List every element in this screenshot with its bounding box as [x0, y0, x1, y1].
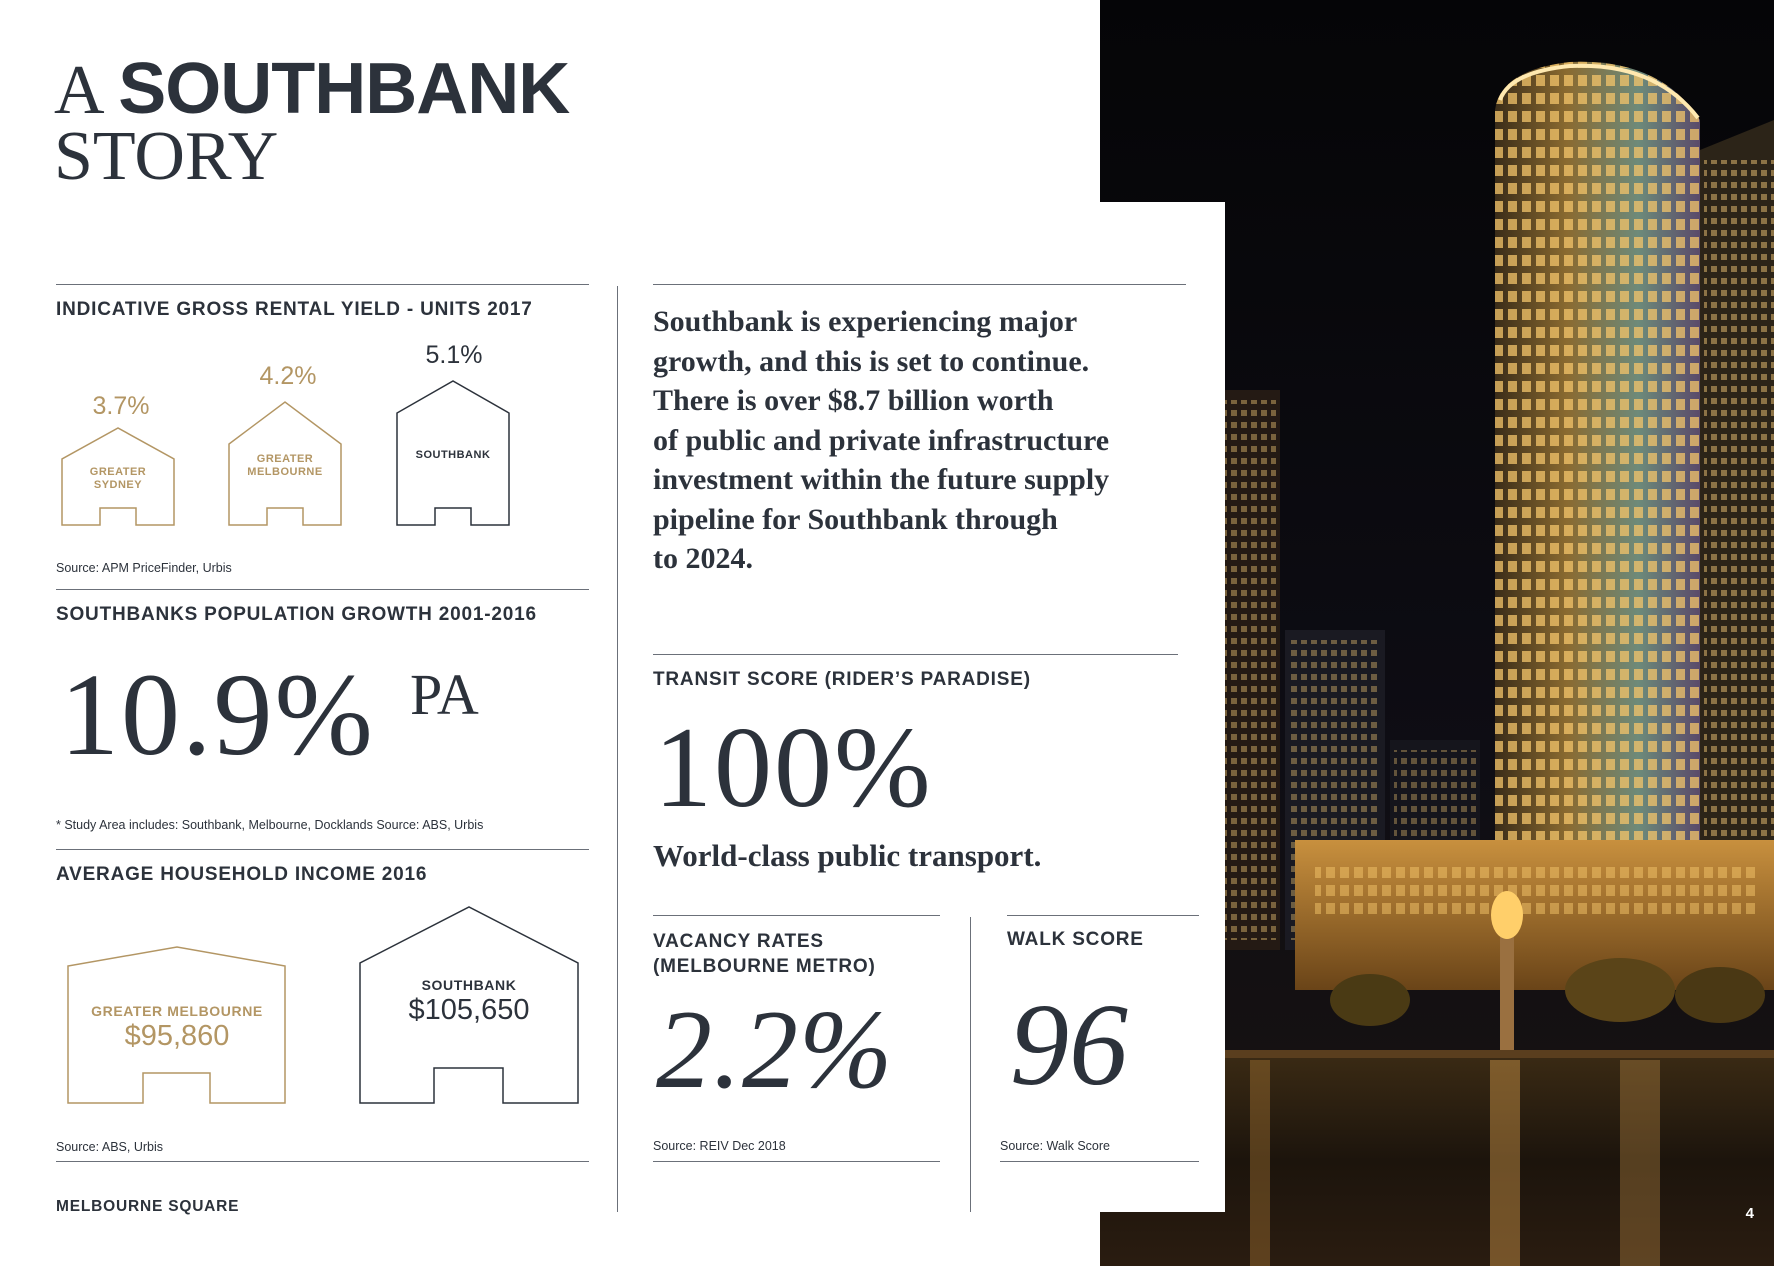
house-label-sydney: GREATER SYDNEY — [89, 466, 147, 491]
income-heading: AVERAGE HOUSEHOLD INCOME 2016 — [56, 864, 428, 885]
population-suffix: PA — [410, 662, 479, 727]
divider — [56, 849, 589, 850]
page-title — [54, 49, 570, 195]
transit-tagline: World-class public transport. — [653, 838, 1042, 873]
transit-value: 100% — [654, 704, 933, 832]
vacancy-heading: VACANCY RATES (MELBOURNE METRO) — [653, 931, 876, 977]
house-label-southbank: SOUTHBANK — [415, 449, 491, 461]
population-note: * Study Area includes: Southbank, Melbourne, Docklands Source: ABS, Urbis — [56, 818, 484, 832]
rental-yield-source: Source: APM PriceFinder, Urbis — [56, 561, 232, 575]
divider — [653, 1161, 940, 1162]
title-story: STORY — [54, 118, 279, 195]
vacancy-source: Source: REIV Dec 2018 — [653, 1139, 786, 1153]
income-value-greater-melbourne: $95,860 — [124, 1020, 230, 1052]
yield-value-melbourne: 4.2% — [259, 362, 317, 390]
transit-heading: TRANSIT SCORE (RIDER’S PARADISE) — [653, 669, 1031, 690]
population-heading: SOUTHBANKS POPULATION GROWTH 2001-2016 — [56, 604, 537, 625]
income-value-southbank: $105,650 — [408, 994, 530, 1026]
page-number: 4 — [1745, 1205, 1754, 1222]
divider — [1007, 915, 1199, 916]
income-source: Source: ABS, Urbis — [56, 1140, 163, 1154]
title-southbank: SOUTHBANK — [118, 49, 570, 129]
divider — [653, 654, 1178, 655]
house-label-melbourne: GREATER MELBOURNE — [247, 453, 323, 478]
income-label-greater-melbourne: GREATER MELBOURNE — [91, 1003, 263, 1019]
title-a: A — [54, 52, 101, 129]
footer-brand: MELBOURNE SQUARE — [56, 1198, 240, 1215]
divider — [56, 1161, 589, 1162]
yield-value-southbank: 5.1% — [425, 341, 483, 369]
walk-heading: WALK SCORE — [1007, 929, 1144, 950]
yield-value-sydney: 3.7% — [92, 392, 150, 420]
column-divider — [617, 286, 618, 1212]
population-value: 10.9% — [60, 649, 375, 780]
divider — [653, 915, 940, 916]
divider — [56, 284, 589, 285]
intro-paragraph: Southbank is experiencing major growth, and this is set to continue. There is over $8.7 billion worth of public and private infrastructure investment within the future supply pipeline for Southbank through to 2024. — [653, 305, 1110, 575]
rental-yield-heading: INDICATIVE GROSS RENTAL YIELD - UNITS 2017 — [56, 299, 533, 320]
divider — [653, 284, 1186, 285]
divider — [1000, 1161, 1199, 1162]
walk-source: Source: Walk Score — [1000, 1139, 1110, 1153]
income-label-southbank: SOUTHBANK — [421, 977, 517, 993]
divider — [56, 589, 589, 590]
stat-divider — [970, 917, 971, 1212]
walk-value: 96 — [1010, 979, 1128, 1110]
house-sydney-icon — [62, 428, 118, 429]
vacancy-value: 2.2% — [656, 988, 894, 1112]
